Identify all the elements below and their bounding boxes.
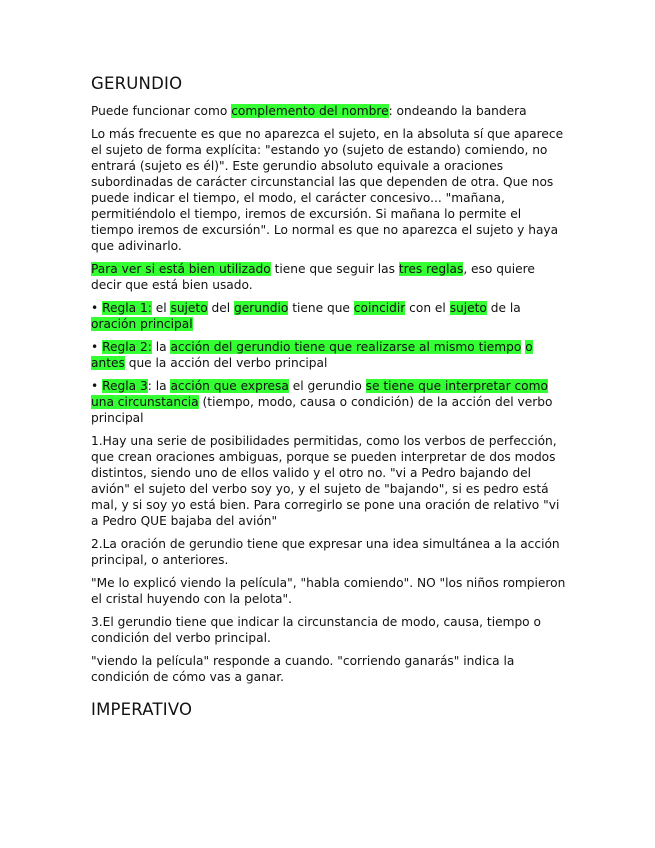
text-run: con el — [405, 301, 450, 315]
text-run: que la acción del verbo principal — [124, 356, 328, 370]
text-run: el — [151, 301, 171, 315]
highlight-regla-label: Regla 3 — [102, 379, 148, 393]
regla-1 — [91, 300, 567, 332]
text-run: (tiempo, modo, causa o condición) de la acción del verbo principal — [91, 395, 553, 425]
text-run: tiene que — [288, 301, 354, 315]
regla-2 — [91, 339, 567, 371]
highlight-term: acción del gerundio tiene que realizarse al mismo tiempo — [170, 340, 522, 354]
highlight-term: se tiene que interpretar como una circunstancia — [91, 379, 548, 409]
paragraph-sujeto: Lo más frecuente es que no aparezca el sujeto, en la absoluta sí que aparece el sujeto de forma explícita: "estando yo (sujeto de estando) comiendo, no entrará (sujeto es él)". Este gerundio absoluto equivale a oraciones subordinadas de carácter circunstancial las que dependen de otra. Que nos puede indicar el tiempo, el modo, el carácter concesivo... "mañana, permitiéndolo el tiempo, iremos de excursión. Si mañana lo permite el tiempo iremos de excursión". Lo normal es que no aparezca el sujeto y haya que adivinarlo. — [91, 127, 564, 253]
text-run: tiene que seguir las — [270, 262, 399, 276]
highlight-term: acción que expresa — [170, 379, 289, 393]
bullet: • — [91, 340, 103, 354]
highlight-bien-utilizado: Para ver si está bien utilizado — [91, 262, 271, 276]
paragraph-2-example: "Me lo explicó viendo la película", "habla comiendo". NO "los niños rompieron el cristal huyendo con la pelota". — [91, 576, 566, 606]
text-run: , eso quiere decir que está bien usado. — [91, 262, 535, 292]
regla-3 — [91, 378, 567, 426]
highlight-term: antes — [91, 356, 125, 370]
heading-imperativo: IMPERATIVO — [91, 700, 193, 719]
paragraph-reglas — [91, 261, 567, 293]
highlight-tres-reglas: tres reglas — [398, 262, 464, 276]
paragraph-complemento — [91, 103, 567, 119]
text-run: Puede funcionar como — [91, 104, 232, 118]
paragraph-3: 3.El gerundio tiene que indicar la circunstancia de modo, causa, tiempo o condición del verbo principal. — [91, 615, 541, 645]
text-run: de la — [486, 301, 521, 315]
text-run: el gerundio — [288, 379, 366, 393]
paragraph-2: 2.La oración de gerundio tiene que expresar una idea simultánea a la acción principal, o anteriores. — [91, 537, 560, 567]
heading-gerundio: GERUNDIO — [91, 74, 183, 93]
document-content — [91, 74, 567, 719]
bullet: • — [91, 379, 103, 393]
text-run: : la — [147, 379, 171, 393]
highlight-term: gerundio — [234, 301, 289, 315]
highlight-term: sujeto — [170, 301, 208, 315]
bullet: • — [91, 301, 103, 315]
highlight-term: sujeto — [449, 301, 487, 315]
highlight-term: o — [525, 340, 533, 354]
highlight-complemento: complemento del nombre — [231, 104, 389, 118]
highlight-term: coincidir — [353, 301, 406, 315]
highlight-term: oración principal — [91, 317, 193, 331]
paragraph-1: 1.Hay una serie de posibilidades permitidas, como los verbos de perfección, que crean oraciones ambiguas, porque se pueden interpretar de dos modos distintos, siendo uno de ellos valido y el otro no. "vi a Pedro bajando del avión" el sujeto del verbo soy yo, y el sujeto de "bajando", si es pedro está mal, y si soy yo está bien. Para corregirlo se pone una oración de relativo "vi a Pedro QUE bajaba del avión" — [91, 434, 560, 528]
highlight-regla-label: Regla 1: — [102, 301, 152, 315]
paragraph-3-example: "viendo la película" responde a cuando. "corriendo ganarás" indica la condición de cómo vas a ganar. — [91, 654, 515, 684]
highlight-regla-label: Regla 2: — [102, 340, 152, 354]
text-run: la — [151, 340, 171, 354]
text-run: del — [207, 301, 235, 315]
text-run: : ondeando la bandera — [388, 104, 527, 118]
